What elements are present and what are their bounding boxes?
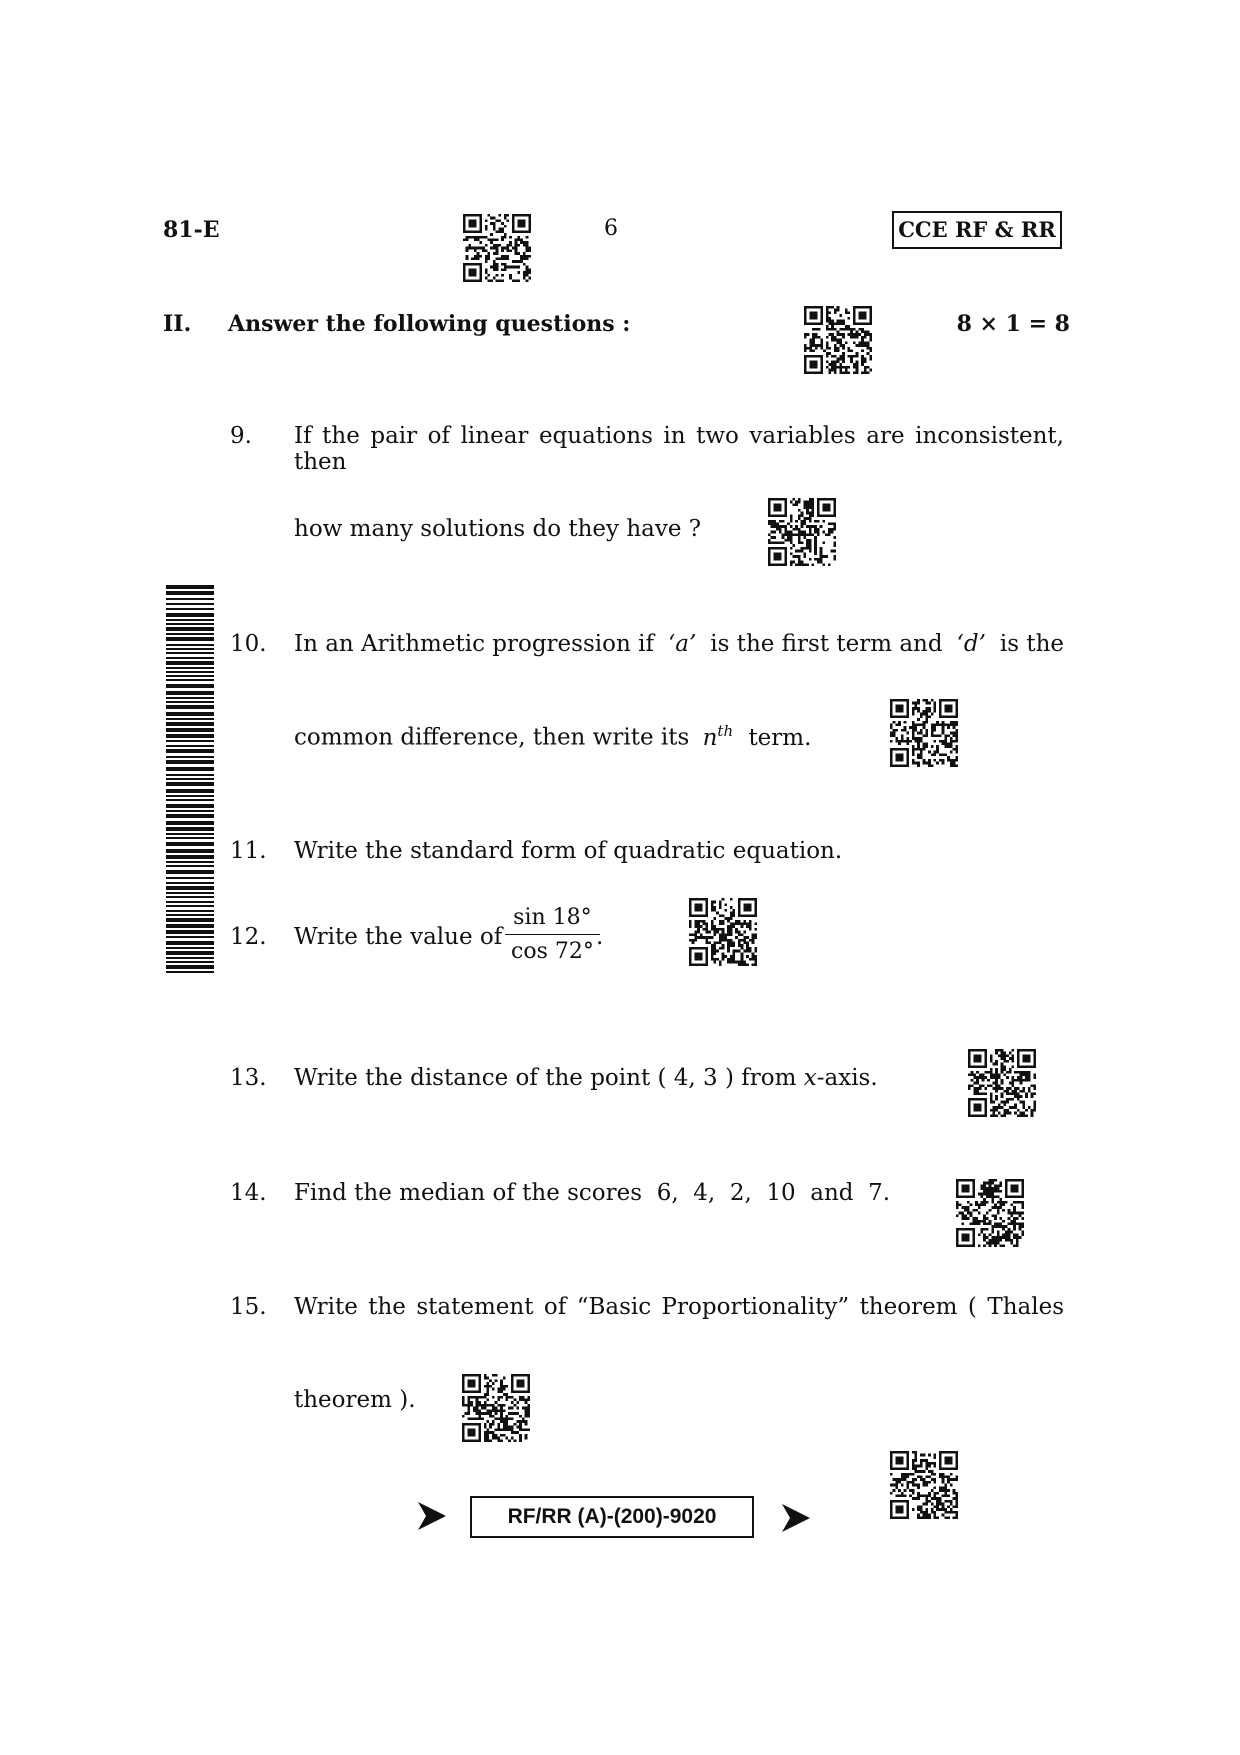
question-10-number: 10. xyxy=(230,631,267,657)
q12-numerator: sin 18° xyxy=(505,905,600,935)
q10-line2-b: term. xyxy=(748,724,812,751)
section-marks: 8 × 1 = 8 xyxy=(956,311,1070,337)
q10-text-a: In an Arithmetic progression if xyxy=(294,631,654,657)
qr-code-icon xyxy=(804,306,872,374)
paper-code: 81-E xyxy=(163,217,220,243)
question-9-line1: If the pair of linear equations in two variables are inconsistent, then xyxy=(294,423,1064,475)
footer-code-label: RF/RR (A)-(200)-9020 xyxy=(507,1505,717,1528)
barcode-icon xyxy=(166,585,214,975)
qr-code-icon xyxy=(463,214,531,282)
q13-text-a: Write the distance of the point ( 4, 3 ) from xyxy=(294,1065,797,1091)
question-11-line1: Write the standard form of quadratic equation. xyxy=(294,838,843,864)
pointer-arrow-icon xyxy=(416,1500,448,1532)
pointer-arrow-icon xyxy=(780,1502,812,1534)
question-9-number: 9. xyxy=(230,423,252,449)
question-13-line1 xyxy=(294,1065,878,1091)
question-15-line1: Write the statement of “Basic Proportionality” theorem ( Thales xyxy=(294,1294,1064,1320)
section-numeral: II. xyxy=(163,311,192,337)
question-10-line2 xyxy=(294,722,811,751)
qr-code-icon xyxy=(890,699,958,767)
question-12-line1: Write the value of xyxy=(294,924,503,950)
question-15-number: 15. xyxy=(230,1294,267,1320)
q10-line2-a: common difference, then write its xyxy=(294,724,690,751)
q12-denominator: cos 72° xyxy=(511,939,594,964)
qr-code-icon xyxy=(890,1451,958,1519)
qr-code-icon xyxy=(956,1179,1024,1247)
q10-var-n: n xyxy=(702,724,718,751)
question-14-line1: Find the median of the scores 6, 4, 2, 10 and 7. xyxy=(294,1180,891,1206)
qr-code-icon xyxy=(689,898,757,966)
q10-var-a: ‘a’ xyxy=(667,631,697,657)
series-box xyxy=(892,211,1062,249)
q12-period: . xyxy=(596,924,604,950)
footer-code-box xyxy=(470,1496,754,1538)
question-10-line1 xyxy=(294,631,1064,657)
q10-text-c: is the xyxy=(999,631,1064,657)
q10-var-d: ‘d’ xyxy=(956,631,986,657)
section-title: Answer the following questions : xyxy=(228,311,631,337)
series-box-label: CCE RF & RR xyxy=(898,217,1056,242)
qr-code-icon xyxy=(768,498,836,566)
q10-text-b: is the first term and xyxy=(710,631,943,657)
question-9-line2: how many solutions do they have ? xyxy=(294,516,702,542)
q13-var-x: x xyxy=(803,1065,817,1091)
question-12-number: 12. xyxy=(230,924,267,950)
question-13-number: 13. xyxy=(230,1065,267,1091)
q10-sup-th: th xyxy=(717,722,734,740)
question-15-line2: theorem ). xyxy=(294,1387,416,1413)
question-11-number: 11. xyxy=(230,838,267,864)
q13-text-b: -axis. xyxy=(816,1065,878,1091)
qr-code-icon xyxy=(462,1374,530,1442)
qr-code-icon xyxy=(968,1049,1036,1117)
q12-fraction xyxy=(505,905,600,964)
page-number: 6 xyxy=(604,216,618,241)
question-14-number: 14. xyxy=(230,1180,267,1206)
